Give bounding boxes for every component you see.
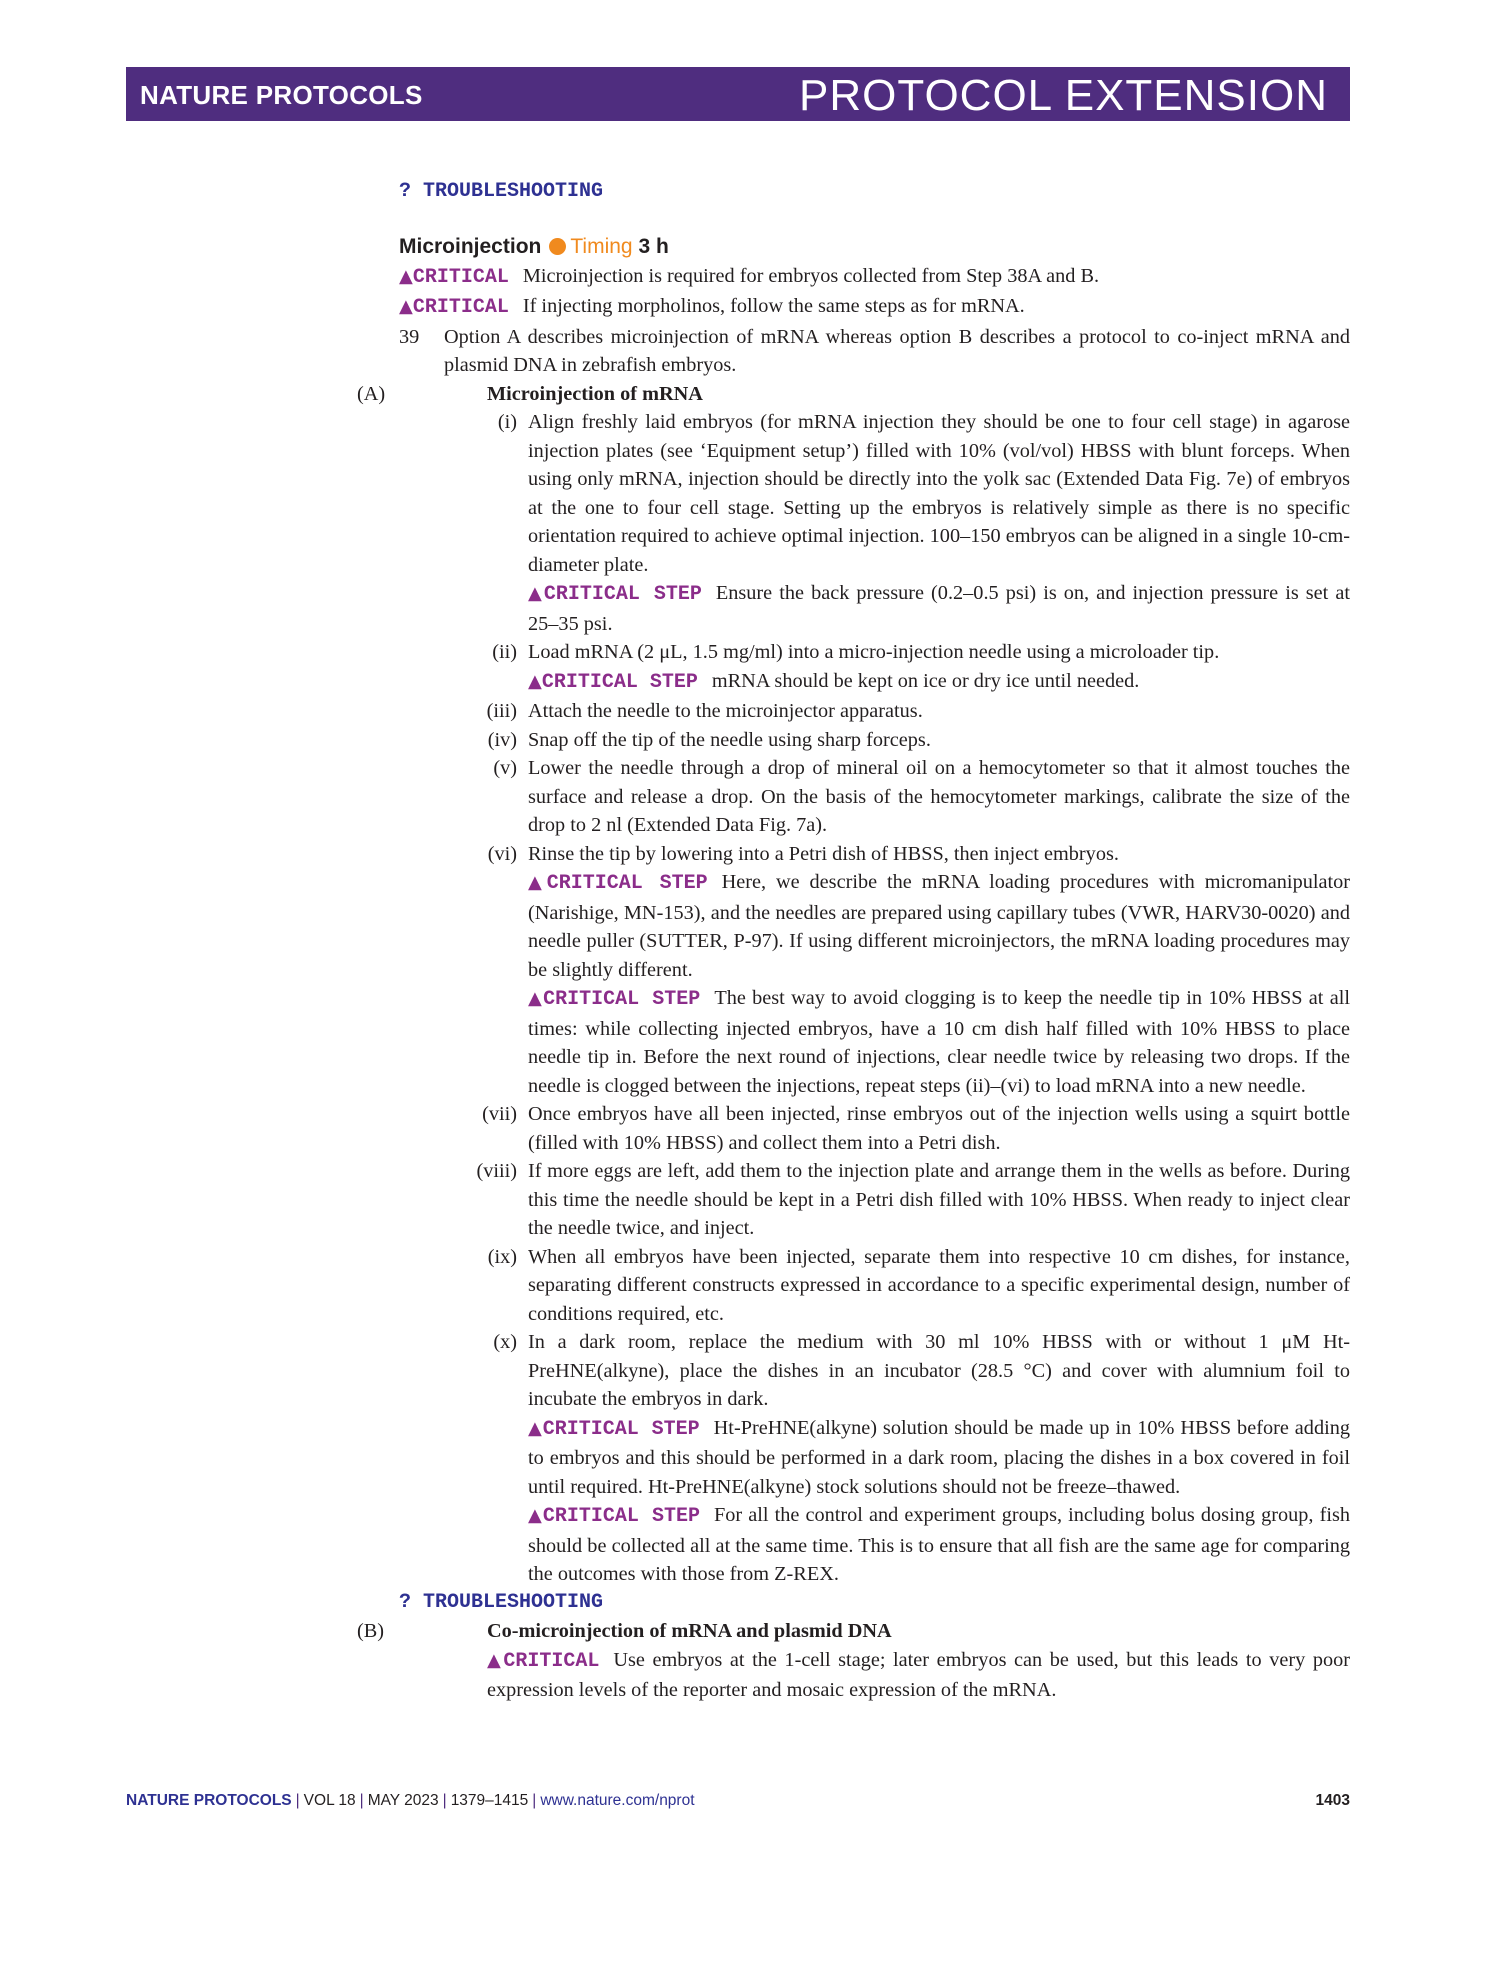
critical-triangle-icon: ▲ bbox=[528, 872, 547, 893]
critical-step-badge: ▲CRITICAL STEP bbox=[528, 1417, 700, 1441]
item-number: (vii) bbox=[482, 1103, 517, 1125]
critical-step-text: For all the control and experiment groups, including bolus dosing group, fish should be collected all at the same time. This is to ensure that all fish are the same age for comparing the outcomes with those from Z-REX. bbox=[528, 1504, 1350, 1585]
item-text: Rinse the tip by lowering into a Petri dish of HBSS, then inject embryos. bbox=[528, 842, 1119, 865]
item-text: Align freshly laid embryos (for mRNA injection they should be one to four cell stage) in agarose injection plates (see ‘Equipment setup’) filled with 10% (vol/vol) HBSS with blunt forceps. When using only mRNA, injection should be directly into the yolk sac (Extended Data Fig. 7e) of embryos at the one to four cell stage. Setting up the embryos is relatively simple as there is no specific orientation required to achieve optimal injection. 100–150 embryos can be aligned in a single 10-cm-diameter plate. bbox=[528, 411, 1350, 576]
list-item bbox=[399, 726, 1350, 755]
list-item bbox=[399, 697, 1350, 726]
item-text: Attach the needle to the microinjector apparatus. bbox=[528, 700, 923, 722]
option-a-heading bbox=[357, 380, 1350, 409]
item-number: (iii) bbox=[486, 700, 517, 722]
critical-step-note bbox=[399, 868, 1350, 984]
critical-step-badge: ▲CRITICAL STEP bbox=[528, 1505, 700, 1528]
list-item bbox=[399, 840, 1350, 869]
critical-step-note bbox=[399, 1414, 1350, 1502]
item-number: (v) bbox=[493, 757, 517, 779]
option-a-items bbox=[399, 408, 1350, 1589]
journal-name: NATURE PROTOCOLS bbox=[140, 80, 423, 110]
timing-label: Timing bbox=[570, 234, 633, 258]
section-heading bbox=[399, 232, 1350, 262]
list-item bbox=[399, 1328, 1350, 1414]
list-item bbox=[399, 1157, 1350, 1243]
list-item bbox=[399, 1243, 1350, 1329]
step-number: 39 bbox=[399, 325, 420, 348]
critical-step-note bbox=[399, 1501, 1350, 1589]
critical-step-text: Here, we describe the mRNA loading procedures with micromanipulator (Narishige, MN-153), and the needles are prepared using capillary tubes (VWR, HARV30-0020) and needle puller (SUTTER, P-97). If using different microinjectors, the mRNA loading procedures may be slightly different. bbox=[528, 871, 1351, 981]
critical-step-badge: ▲CRITICAL STEP bbox=[528, 670, 698, 694]
footer-pages: 1379–1415 bbox=[450, 1792, 529, 1809]
critical-step-badge: ▲CRITICAL STEP bbox=[528, 988, 701, 1011]
critical-triangle-icon: ▲ bbox=[528, 988, 544, 1009]
option-label: (A) bbox=[357, 382, 386, 405]
critical-note bbox=[399, 262, 1350, 293]
heading-title: Microinjection bbox=[399, 234, 542, 258]
critical-step-text: Ht-PreHNE(alkyne) solution should be made up in 10% HBSS before adding to embryos and this should be performed in a dark room, placing the dishes in a box covered in foil until required. Ht-PreHNE(alkyne) stock solutions should not be freeze–thawed. bbox=[528, 1416, 1351, 1498]
critical-step-text: mRNA should be kept on ice or dry ice until needed. bbox=[711, 669, 1140, 692]
critical-triangle-icon: ▲ bbox=[487, 1649, 504, 1671]
item-text: Load mRNA (2 μL, 1.5 mg/ml) into a micro-injection needle using a microloader tip. bbox=[528, 641, 1220, 663]
header-banner bbox=[126, 67, 1350, 121]
critical-step-badge: ▲CRITICAL STEP bbox=[528, 583, 702, 606]
list-item bbox=[399, 408, 1350, 579]
critical-step-text: The best way to avoid clogging is to keep the needle tip in 10% HBSS at all times: while collecting injected embryos, have a 10 cm dish half filled with 10% HBSS to place needle tip in. Before the next round of injections, clear needle twice by releasing two drops. If the needle is clogged between the injections, repeat steps (ii)–(vi) to load mRNA into a new needle. bbox=[528, 987, 1350, 1097]
critical-triangle-icon: ▲ bbox=[528, 1505, 543, 1526]
critical-badge: ▲CRITICAL bbox=[487, 1649, 600, 1673]
option-b-heading bbox=[357, 1617, 1350, 1646]
list-item bbox=[399, 754, 1350, 840]
list-item bbox=[399, 1100, 1350, 1157]
critical-note bbox=[399, 292, 1350, 323]
critical-step-note bbox=[399, 579, 1350, 638]
item-text: Lower the needle through a drop of mineral oil on a hemocytometer so that it almost touches the surface and release a drop. On the basis of the hemocytometer markings, calibrate the size of the drop to 2 nl (Extended Data Fig. 7a). bbox=[528, 757, 1350, 836]
item-number: (ii) bbox=[492, 641, 517, 663]
critical-badge: ▲CRITICAL bbox=[399, 265, 509, 289]
main-content bbox=[357, 178, 1351, 1705]
critical-text: Use embryos at the 1-cell stage; later embryos can be used, but this leads to very poor expression levels of the reporter and mosaic expression of the mRNA. bbox=[487, 1648, 1350, 1701]
section-title: PROTOCOL EXTENSION bbox=[799, 71, 1328, 120]
footer-url-link[interactable]: www.nature.com/nprot bbox=[540, 1792, 695, 1809]
item-number: (ix) bbox=[487, 1245, 517, 1268]
item-text: If more eggs are left, add them to the injection plate and arrange them in the wells as before. During this time the needle should be kept in a Petri dish filled with 10% HBSS. When ready to inject clear the needle twice, and inject. bbox=[528, 1160, 1350, 1239]
item-number: (viii) bbox=[476, 1160, 517, 1182]
footer-journal: NATURE PROTOCOLS bbox=[126, 1792, 292, 1809]
option-b-critical bbox=[399, 1646, 1350, 1705]
item-text: Snap off the tip of the needle using sharp forceps. bbox=[528, 728, 931, 751]
footer-volume: VOL 18 bbox=[303, 1792, 356, 1809]
critical-triangle-icon: ▲ bbox=[528, 670, 542, 692]
list-item bbox=[399, 638, 1350, 667]
critical-triangle-icon: ▲ bbox=[399, 265, 413, 287]
critical-badge: ▲CRITICAL bbox=[399, 296, 509, 319]
critical-text: If injecting morpholinos, follow the same steps as for mRNA. bbox=[522, 295, 1025, 317]
page-number: 1403 bbox=[1315, 1792, 1350, 1809]
item-text: Once embryos have all been injected, rinse embryos out of the injection wells using a squirt bottle (filled with 10% HBSS) and collect them into a Petri dish. bbox=[528, 1103, 1350, 1154]
item-number: (x) bbox=[493, 1331, 517, 1353]
timing-value: 3 h bbox=[638, 234, 669, 258]
item-text: When all embryos have been injected, separate them into respective 10 cm dishes, for instance, separating different constructs expressed in accordance to a specific experimental design, number of conditions required, etc. bbox=[528, 1245, 1350, 1325]
troubleshooting-heading: ? TROUBLESHOOTING bbox=[399, 180, 604, 203]
critical-text: Microinjection is required for embryos collected from Step 38A and B. bbox=[522, 264, 1100, 287]
item-number: (i) bbox=[497, 411, 517, 433]
option-title: Microinjection of mRNA bbox=[487, 382, 703, 405]
item-number: (vi) bbox=[487, 842, 517, 865]
critical-step-badge: ▲CRITICAL STEP bbox=[528, 872, 708, 895]
critical-triangle-icon: ▲ bbox=[399, 296, 413, 317]
footer-date: MAY 2023 bbox=[367, 1792, 439, 1809]
critical-step-note bbox=[399, 984, 1350, 1100]
step-text: Option A describes microinjection of mRNA whereas option B describes a protocol to co-inject mRNA and plasmid DNA in zebrafish embryos. bbox=[444, 325, 1350, 376]
option-title: Co-microinjection of mRNA and plasmid DNA bbox=[487, 1620, 892, 1642]
critical-step-text: Ensure the back pressure (0.2–0.5 psi) is on, and injection pressure is set at 25–35 psi. bbox=[528, 582, 1350, 635]
option-label: (B) bbox=[357, 1620, 385, 1642]
critical-triangle-icon: ▲ bbox=[528, 583, 544, 604]
page-footer: NATURE PROTOCOLS | VOL 18 | MAY 2023 | 1379–1415 | www.nature.com/nprot 1403 bbox=[126, 1792, 1350, 1809]
step-39 bbox=[399, 323, 1350, 380]
item-text: In a dark room, replace the medium with 30 ml 10% HBSS with or without 1 μM Ht-PreHNE(alkyne), place the dishes in an incubator (28.5 °C) and cover with alumnium foil to incubate the embryos in dark. bbox=[528, 1331, 1350, 1410]
timing-dot-icon bbox=[549, 238, 566, 255]
critical-triangle-icon: ▲ bbox=[528, 1417, 543, 1439]
troubleshooting-heading: ? TROUBLESHOOTING bbox=[399, 1590, 604, 1614]
critical-step-note bbox=[399, 667, 1350, 698]
item-number: (iv) bbox=[487, 728, 517, 751]
